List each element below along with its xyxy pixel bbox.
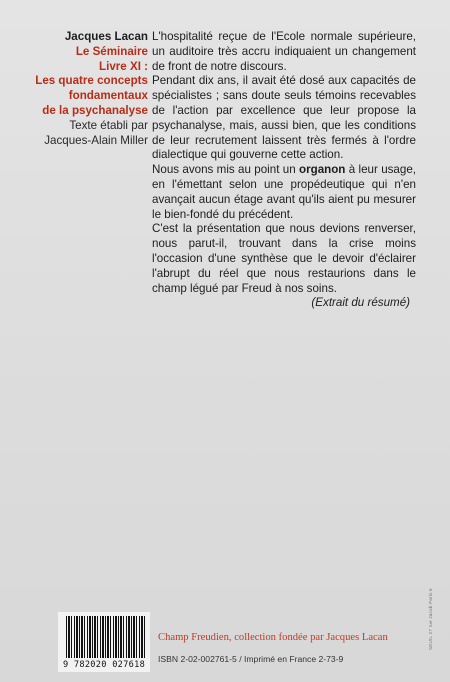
publisher-imprint: SEUIL 27 rue Jacob Paris 6 [428,588,433,650]
barcode [58,612,150,672]
editor-line-1: Texte établi par [69,118,148,132]
summary-paragraph-1: L'hospitalité reçue de l'Ecole normale supérieure, un auditoire très accru indiquaient un changement de front de notre discours. [152,30,416,73]
title-line-2: Livre XI : [99,59,148,73]
barcode-bars [66,616,146,658]
summary-paragraph-4: C'est la présentation que nous devions renverser, nous parut-il, trouvant dans la crise moins l'occasion d'une synthèse que le devoir d'éclairer l'abrupt du réel que nous restaurions dans le champ légué par Freud à nos soins. [152,222,416,295]
collection-line: Champ Freudien, collection fondée par Jacques Lacan [158,632,388,643]
paragraph-3-end: à leur usage, en l'émettant selon une propédeutique qui n'en avançait aucun étage avant qu'ils aient pu mesurer le bien-fondé du précédent. [152,163,416,221]
organon-term: organon [299,163,346,177]
title-line-3: Les quatre concepts [35,74,148,88]
barcode-digits: 9 782020 027618 [62,660,146,670]
author-name: Jacques Lacan [64,30,148,43]
paragraph-3-start: Nous avons mis au point un [152,163,300,177]
title-line-1: Le Séminaire [75,44,148,58]
title-line-5: de la psychanalyse [42,103,148,117]
editor-line-2: Jacques-Alain Miller [44,133,148,147]
extract-note: (Extrait du résumé) [311,296,410,310]
isbn-line: ISBN 2-02-002761-5 / Imprimé en France 2-73-9 [158,654,344,664]
book-info-column [8,30,148,148]
title-line-4: fondamentaux [68,89,148,103]
summary-paragraph-2: Pendant dix ans, il avait été dosé aux capacités de spécialistes ; sans doute seuls témoins recevables de l'action par excellence que leur propose la psychanalyse, mais, aussi bien, que les conditions de leur recrutement laissent très fermés à l'ordre dialectique qui gouverne cette action. [152,74,416,162]
summary-column [152,30,416,311]
summary-paragraph-3 [152,163,416,222]
